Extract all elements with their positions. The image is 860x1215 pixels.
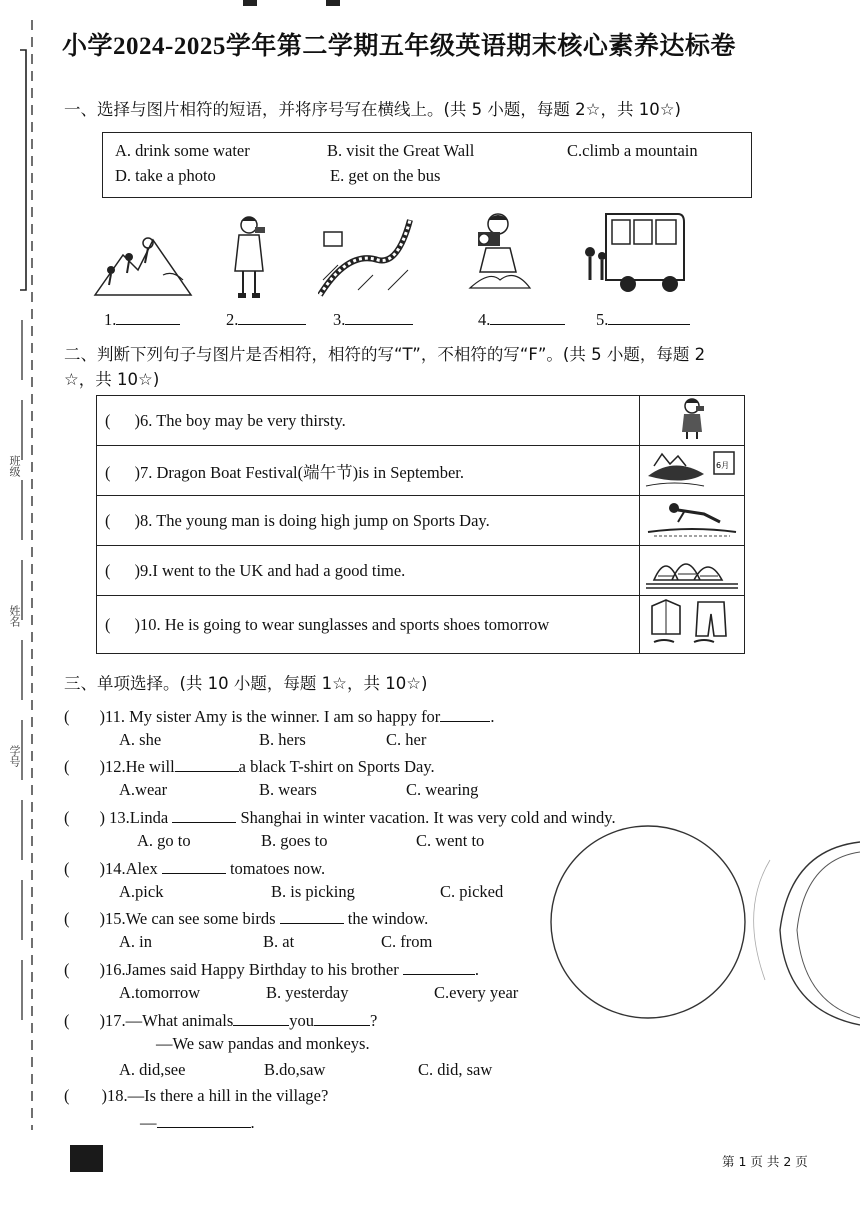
answer-blank[interactable] — [157, 1111, 251, 1128]
clothes-icon — [644, 596, 740, 648]
blank-label: 1. — [104, 310, 117, 329]
choice-12c: C. wearing — [406, 780, 479, 799]
section1-heading: 一、选择与图片相符的短语，并将序号写在横线上。(共 5 小题，每题 2☆，共 10☆) — [64, 100, 681, 119]
choice-14b: B. is picking — [271, 882, 355, 901]
blank-label: 5. — [596, 310, 609, 329]
question-stem-end: the window. — [347, 909, 429, 928]
picture-cell — [640, 546, 745, 596]
statement-8: )8. The young man is doing high jump on Sports Day. — [134, 510, 490, 530]
choice-11b: B. hers — [259, 730, 306, 749]
option-c: C.climb a mountain — [567, 141, 698, 160]
statement-cell[interactable] — [97, 396, 640, 446]
question-stem: )16.James said Happy Birthday to his brother — [99, 960, 399, 979]
answer-blank[interactable] — [172, 806, 236, 823]
question-stem: )11. My sister Amy is the winner. I am so happy for — [99, 707, 441, 726]
registration-mark — [243, 0, 257, 6]
binding-label-name: 姓名 — [8, 605, 21, 627]
option-b: B. visit the Great Wall — [327, 141, 475, 160]
question-stem: ) 13.Linda — [99, 808, 169, 827]
calendar-text: 6月 — [716, 461, 730, 470]
binding-label-number: 学号 — [8, 745, 21, 767]
question-stem-end: tomatoes now. — [229, 859, 326, 878]
choice-17c: C. did, saw — [418, 1060, 493, 1079]
dragon-boat-icon — [644, 446, 740, 490]
question-13 — [64, 806, 616, 828]
answer-blank[interactable] — [314, 1009, 370, 1026]
statement-6: )6. The boy may be very thirsty. — [134, 410, 346, 430]
corner-mark — [70, 1145, 103, 1172]
blank-label: 3. — [333, 310, 346, 329]
question-14 — [64, 857, 325, 879]
answer-paren[interactable]: ( — [64, 1086, 70, 1105]
true-false-table — [96, 395, 745, 654]
question-stem-end: ? — [370, 1011, 378, 1030]
question-17-answer-line: —We saw pandas and monkeys. — [156, 1034, 370, 1053]
picture-cell — [640, 496, 745, 546]
blank-1[interactable] — [104, 308, 180, 330]
choice-16c: C.every year — [434, 983, 519, 1002]
answer-blank[interactable] — [233, 1009, 289, 1026]
great-wall-picture — [318, 210, 413, 298]
question-stem-mid: you — [289, 1011, 315, 1030]
statement-cell[interactable] — [97, 446, 640, 496]
answer-blank[interactable] — [162, 857, 226, 874]
answer-paren[interactable]: ( — [64, 1011, 70, 1030]
question-15 — [64, 907, 428, 929]
option-d: D. take a photo — [115, 166, 216, 185]
period: . — [250, 1113, 255, 1132]
registration-mark — [326, 0, 340, 6]
choice-13a: A. go to — [137, 831, 191, 850]
blank-3[interactable] — [333, 308, 413, 330]
question-18-answer-line — [140, 1111, 255, 1133]
choice-12b: B. wears — [259, 780, 317, 799]
choice-11c: C. her — [386, 730, 427, 749]
statement-cell[interactable] — [97, 546, 640, 596]
picture-cell — [640, 446, 745, 496]
picture-cell — [640, 596, 745, 654]
paren: ( — [105, 560, 111, 580]
option-e: E. get on the bus — [330, 166, 441, 185]
choice-17b: B.do,saw — [264, 1060, 326, 1079]
question-18 — [64, 1086, 328, 1106]
answer-paren[interactable]: ( — [64, 757, 70, 776]
question-stem: )12.He will — [99, 757, 175, 776]
statement-10: )10. He is going to wear sunglasses and sports shoes tomorrow — [134, 614, 550, 634]
question-12 — [64, 755, 435, 777]
paren: ( — [105, 614, 111, 634]
question-stem-end: a black T-shirt on Sports Day. — [238, 757, 435, 776]
table-row — [97, 396, 745, 446]
page-number: 第 1 页 共 2 页 — [722, 1154, 808, 1169]
pencil-circles-drawing — [545, 820, 860, 1035]
statement-cell[interactable] — [97, 596, 640, 654]
binding-margin — [18, 20, 40, 1130]
question-11 — [64, 705, 494, 727]
binding-label-class: 班级 — [8, 455, 21, 477]
question-stem: )15.We can see some birds — [99, 909, 276, 928]
question-stem-end: Shanghai in winter vacation. It was very cold and windy. — [240, 808, 616, 827]
drink-water-girl-picture — [225, 213, 275, 301]
choice-11a: A. she — [119, 730, 162, 749]
blank-5[interactable] — [596, 308, 690, 330]
blank-label: 4. — [478, 310, 491, 329]
question-stem: )18.—Is there a hill in the village? — [101, 1086, 329, 1105]
question-stem: )14.Alex — [99, 859, 158, 878]
statement-9: )9.I went to the UK and had a good time. — [134, 560, 406, 580]
paren: ( — [105, 510, 111, 530]
choice-12a: A.wear — [119, 780, 168, 799]
choice-16a: A.tomorrow — [119, 983, 201, 1002]
answer-paren[interactable]: ( — [64, 808, 70, 827]
boy-drinking-icon — [672, 396, 712, 440]
answer-blank[interactable] — [175, 755, 239, 772]
statement-cell[interactable] — [97, 496, 640, 546]
statement-7: )7. Dragon Boat Festival(端午节)is in September. — [134, 462, 464, 482]
blank-label: 2. — [226, 310, 239, 329]
picture-cell — [640, 396, 745, 446]
choice-15a: A. in — [119, 932, 152, 951]
sydney-opera-house-icon — [644, 546, 740, 590]
long-jump-icon — [644, 496, 740, 540]
question-17 — [64, 1009, 377, 1031]
dash: — — [140, 1113, 157, 1132]
answer-blank[interactable] — [440, 705, 490, 722]
section2-heading-line1: 二、判断下列句子与图片是否相符，相符的写“T”，不相符的写“F”。(共 5 小题，每题 2 — [64, 345, 706, 364]
answer-paren[interactable]: ( — [64, 909, 70, 928]
answer-paren[interactable]: ( — [64, 707, 70, 726]
section2-heading-line2: ☆，共 10☆) — [64, 370, 160, 389]
bus-picture — [578, 208, 686, 300]
answer-paren[interactable]: ( — [64, 859, 70, 878]
choice-15b: B. at — [263, 932, 295, 951]
section3-heading: 三、单项选择。(共 10 小题，每题 1☆，共 10☆) — [64, 674, 428, 693]
choice-13c: C. went to — [416, 831, 485, 850]
question-stem-end: . — [490, 707, 495, 726]
question-16 — [64, 958, 479, 980]
climb-mountain-picture — [93, 215, 193, 300]
choice-14c: C. picked — [440, 882, 504, 901]
choice-17a: A. did,see — [119, 1060, 186, 1079]
blank-2[interactable] — [226, 308, 306, 330]
paren: ( — [105, 462, 111, 482]
choice-15c: C. from — [381, 932, 433, 951]
answer-paren[interactable]: ( — [64, 960, 70, 979]
table-row — [97, 446, 745, 496]
table-row — [97, 596, 745, 654]
paren: ( — [105, 410, 111, 430]
choice-13b: B. goes to — [261, 831, 328, 850]
choice-14a: A.pick — [119, 882, 164, 901]
page-title: 小学2024-2025学年第二学期五年级英语期末核心素养达标卷 — [62, 33, 736, 60]
question-stem-end: . — [474, 960, 479, 979]
table-row — [97, 546, 745, 596]
answer-blank[interactable] — [403, 958, 475, 975]
choice-16b: B. yesterday — [266, 983, 349, 1002]
option-a: A. drink some water — [115, 141, 250, 160]
question-stem: )17.—What animals — [99, 1011, 234, 1030]
blank-4[interactable] — [478, 308, 565, 330]
table-row — [97, 496, 745, 546]
take-photo-boy-picture — [460, 210, 535, 292]
answer-blank[interactable] — [280, 907, 344, 924]
